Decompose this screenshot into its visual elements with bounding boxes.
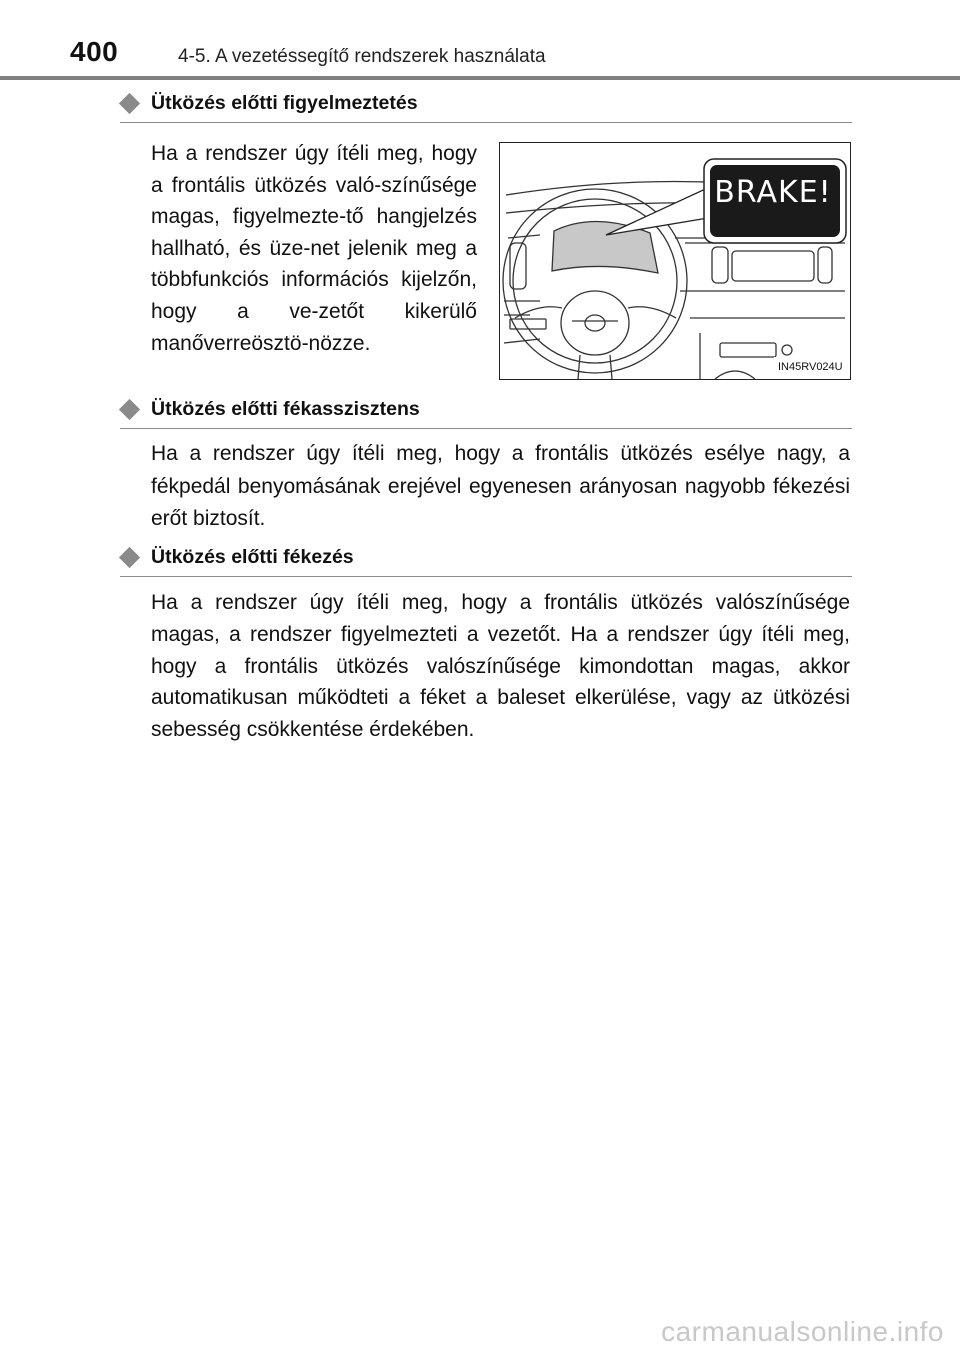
dashboard-illustration bbox=[499, 142, 851, 380]
section-heading-text: Ütközés előtti fékezés bbox=[151, 546, 354, 568]
section-heading-text: Ütközés előtti figyelmeztetés bbox=[151, 92, 418, 114]
section-body-pre-collision-braking: Ha a rendszer úgy ítéli meg, hogy a frontális ütközés valószínűsége magas, a rendszer figyelmezteti a vezetőt. Ha a rendszer úgy ítéli meg, hogy a frontális ütközés valószínűsége kimondottan magas, akkor automatikusan működteti a féket a baleset elkerülése, vagy az ütközési sebesség csökkentése érdekében. bbox=[151, 591, 850, 742]
section-body-pre-collision-brake-assist: Ha a rendszer úgy ítéli meg, hogy a frontális ütközés esélye nagy, a fékpedál benyomásának erejével egyenesen arányosan nagyobb fékezési erőt biztosít. bbox=[151, 442, 850, 530]
section-heading-pre-collision-warning bbox=[120, 90, 852, 123]
diamond-bullet-icon bbox=[119, 547, 140, 568]
section-heading-text: Ütközés előtti fékasszisztens bbox=[151, 398, 420, 420]
section-body-pre-collision-warning: Ha a rendszer úgy ítéli meg, hogy a frontális ütközés való-színűsége magas, figyelmezte-tő hangjelzés hallható, és üze-net jelenik meg a többfunkciós információs kijelzőn, hogy a ve-zetőt kikerülő manőverreösztö-nözze. bbox=[151, 142, 477, 355]
chapter-title: 4-5. A vezetéssegítő rendszerek használata bbox=[178, 46, 546, 67]
diamond-bullet-icon bbox=[119, 399, 140, 420]
brake-warning-message: BRAKE! bbox=[714, 175, 832, 210]
header-divider bbox=[0, 76, 960, 80]
diamond-bullet-icon bbox=[119, 93, 140, 114]
watermark: carmanualsonline.info bbox=[661, 1316, 944, 1347]
page-header bbox=[0, 0, 960, 82]
figure-code: IN45RV024U bbox=[778, 361, 843, 373]
section-heading-pre-collision-brake-assist bbox=[120, 396, 852, 429]
section-heading-pre-collision-braking bbox=[120, 544, 852, 577]
page-number: 400 bbox=[70, 36, 119, 67]
